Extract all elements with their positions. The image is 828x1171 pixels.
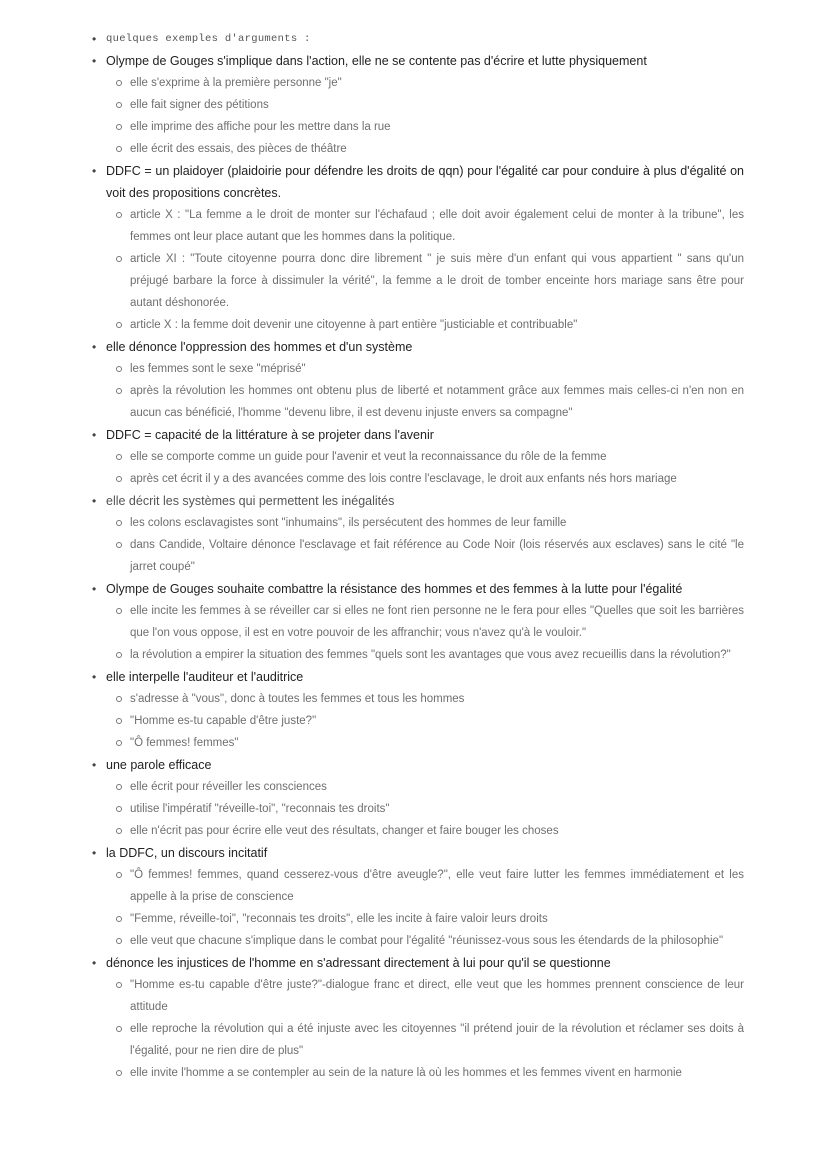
list-item-text: Olympe de Gouges souhaite combattre la résistance des hommes et des femmes à la lutte pour l'égalité <box>106 582 683 596</box>
list-item <box>92 952 744 1084</box>
sub-list <box>106 600 744 666</box>
sub-list-item <box>106 820 744 842</box>
circle-bullet-icon <box>116 102 122 108</box>
sub-list <box>106 864 744 952</box>
list-item <box>92 50 744 160</box>
sub-list-item-text: article X : la femme doit devenir une citoyenne à part entière "justiciable et contribuable" <box>130 319 578 331</box>
sub-list <box>106 204 744 336</box>
bullet-icon: • <box>92 846 97 860</box>
sub-list-item <box>106 1018 744 1062</box>
list-item <box>92 842 744 952</box>
sub-list-item <box>106 534 744 578</box>
circle-bullet-icon <box>116 1070 122 1076</box>
sub-list-item-text: elle se comporte comme un guide pour l'avenir et veut la reconnaissance du rôle de la femme <box>130 451 607 463</box>
circle-bullet-icon <box>116 608 122 614</box>
sub-list <box>106 974 744 1084</box>
sub-list-item-text: "Homme es-tu capable d'être juste?"-dialogue franc et direct, elle veut que les hommes prennent conscience de leur attitude <box>130 979 744 1013</box>
sub-list-item <box>106 688 744 710</box>
list-item-text: une parole efficace <box>106 758 212 772</box>
list-item-text: elle dénonce l'oppression des hommes et d'un système <box>106 340 413 354</box>
circle-bullet-icon <box>116 696 122 702</box>
list-item-text: dénonce les injustices de l'homme en s'adressant directement à lui pour qu'il se questionne <box>106 956 611 970</box>
sub-list-item <box>106 512 744 534</box>
circle-bullet-icon <box>116 80 122 86</box>
bullet-icon: • <box>92 758 97 772</box>
bullet-icon: • <box>92 582 97 596</box>
sub-list <box>106 358 744 424</box>
sub-list-item <box>106 710 744 732</box>
sub-list <box>106 512 744 578</box>
circle-bullet-icon <box>116 256 122 262</box>
sub-list-item-text: la révolution a empirer la situation des femmes "quels sont les avantages que vous avez recueillis dans la révolution?" <box>130 649 731 661</box>
circle-bullet-icon <box>116 806 122 812</box>
sub-list-item <box>106 138 744 160</box>
sub-list-item <box>106 776 744 798</box>
sub-list-item <box>106 1062 744 1084</box>
sub-list <box>106 776 744 842</box>
sub-list-item-text: "Ô femmes! femmes" <box>130 737 239 749</box>
sub-list-item-text: s'adresse à "vous", donc à toutes les femmes et tous les hommes <box>130 693 465 705</box>
sub-list-item-text: "Ô femmes! femmes, quand cesserez-vous d'être aveugle?", elle veut faire lutter les femmes immédiatement et les appelle à la prise de conscience <box>130 869 744 903</box>
circle-bullet-icon <box>116 718 122 724</box>
sub-list-item-text: dans Candide, Voltaire dénonce l'esclavage et fait référence au Code Noir (lois réservés aux esclaves) sans le cité "le jarret coupé" <box>130 539 744 573</box>
sub-list-item-text: elle s'exprime à la première personne "je" <box>130 77 342 89</box>
sub-list-item-text: elle écrit des essais, des pièces de théâtre <box>130 143 347 155</box>
sub-list-item-text: elle n'écrit pas pour écrire elle veut des résultats, changer et faire bouger les choses <box>130 825 559 837</box>
circle-bullet-icon <box>116 476 122 482</box>
circle-bullet-icon <box>116 366 122 372</box>
sub-list-item-text: après la révolution les hommes ont obtenu plus de liberté et notamment grâce aux femmes mais celles-ci n'en non en aucun cas bénéficié, l'homme "devenu libre, il est devenu injuste envers sa compagne" <box>130 385 744 419</box>
sub-list-item-text: article X : "La femme a le droit de monter sur l'échafaud ; elle doit avoir également celui de monter à la tribune", les femmes ont leur place autant que les hommes dans la politique. <box>130 209 744 243</box>
sub-list-item-text: elle incite les femmes à se réveiller car si elles ne font rien personne ne le fera pour elles "Quelles que soit les barrières que l'on vous oppose, il est en votre pouvoir de les affranchir; vous n'avez qu'à le vouloir." <box>130 605 744 639</box>
list-item <box>92 578 744 666</box>
sub-list-item-text: "Homme es-tu capable d'être juste?" <box>130 715 317 727</box>
sub-list-item-text: les femmes sont le sexe "méprisé" <box>130 363 306 375</box>
bullet-icon: • <box>92 956 97 970</box>
sub-list-item <box>106 314 744 336</box>
bullet-icon: • <box>92 340 97 354</box>
list-item-text: DDFC = un plaidoyer (plaidoirie pour défendre les droits de qqn) pour l'égalité car pour conduire à plus d'égalité on voit des propositions concrètes. <box>106 164 744 200</box>
circle-bullet-icon <box>116 784 122 790</box>
bullet-icon: • <box>92 494 97 508</box>
circle-bullet-icon <box>116 388 122 394</box>
sub-list-item-text: elle écrit pour réveiller les consciences <box>130 781 327 793</box>
sub-list <box>106 72 744 160</box>
bullet-icon: • <box>92 670 97 684</box>
sub-list-item-text: elle imprime des affiche pour les mettre dans la rue <box>130 121 391 133</box>
sub-list-item-text: utilise l'impératif "réveille-toi", "reconnais tes droits" <box>130 803 390 815</box>
sub-list-item <box>106 732 744 754</box>
sub-list-item <box>106 204 744 248</box>
bullet-icon: • <box>92 32 97 46</box>
circle-bullet-icon <box>116 146 122 152</box>
list-item <box>92 28 744 50</box>
list-item <box>92 336 744 424</box>
circle-bullet-icon <box>116 652 122 658</box>
circle-bullet-icon <box>116 938 122 944</box>
sub-list-item <box>106 930 744 952</box>
sub-list-item <box>106 468 744 490</box>
sub-list-item <box>106 94 744 116</box>
sub-list-item <box>106 446 744 468</box>
circle-bullet-icon <box>116 872 122 878</box>
sub-list-item-text: elle invite l'homme a se contempler au sein de la nature là où les hommes et les femmes vivent en harmonie <box>130 1067 682 1079</box>
sub-list-item <box>106 248 744 314</box>
sub-list-item <box>106 798 744 820</box>
circle-bullet-icon <box>116 212 122 218</box>
list-item <box>92 490 744 578</box>
circle-bullet-icon <box>116 542 122 548</box>
sub-list-item <box>106 644 744 666</box>
sub-list-item-text: article XI : "Toute citoyenne pourra donc dire librement " je suis mère d'un enfant qui vous appartient " sans qu'un préjugé barbare la force à dissimuler la vérité", la femme a le droit de tomber enceinte hors mariage sans être pour autant déshonorée. <box>130 253 744 309</box>
list-item <box>92 424 744 490</box>
circle-bullet-icon <box>116 124 122 130</box>
list-item-text: Olympe de Gouges s'implique dans l'action, elle ne se contente pas d'écrire et lutte physiquement <box>106 54 647 68</box>
list-item-text: DDFC = capacité de la littérature à se projeter dans l'avenir <box>106 428 434 442</box>
bullet-icon: • <box>92 54 97 68</box>
list-item-text: elle décrit les systèmes qui permettent les inégalités <box>106 494 395 508</box>
sub-list-item <box>106 600 744 644</box>
sub-list <box>106 446 744 490</box>
circle-bullet-icon <box>116 982 122 988</box>
sub-list <box>106 688 744 754</box>
sub-list-item-text: après cet écrit il y a des avancées comme des lois contre l'esclavage, le droit aux enfants nés hors mariage <box>130 473 677 485</box>
bullet-icon: • <box>92 428 97 442</box>
list-item <box>92 160 744 336</box>
sub-list-item-text: elle reproche la révolution qui a été injuste avec les citoyennes "il prétend jouir de la révolution et réclamer ses doits à l'égalité, pour ne rien dire de plus" <box>130 1023 744 1057</box>
sub-list-item <box>106 908 744 930</box>
sub-list-item <box>106 380 744 424</box>
sub-list-item <box>106 974 744 1018</box>
notes-list <box>92 28 744 1084</box>
list-item-text: la DDFC, un discours incitatif <box>106 846 268 860</box>
circle-bullet-icon <box>116 740 122 746</box>
circle-bullet-icon <box>116 828 122 834</box>
circle-bullet-icon <box>116 520 122 526</box>
sub-list-item <box>106 116 744 138</box>
sub-list-item-text: les colons esclavagistes sont "inhumains", ils persécutent des hommes de leur famille <box>130 517 567 529</box>
list-item <box>92 754 744 842</box>
sub-list-item-text: "Femme, réveille-toi", "reconnais tes droits", elle les incite à faire valoir leurs droits <box>130 913 548 925</box>
sub-list-item <box>106 72 744 94</box>
circle-bullet-icon <box>116 916 122 922</box>
bullet-icon: • <box>92 164 97 178</box>
circle-bullet-icon <box>116 454 122 460</box>
sub-list-item-text: elle veut que chacune s'implique dans le combat pour l'égalité "réunissez-vous sous les étendards de la philosophie" <box>130 935 724 947</box>
circle-bullet-icon <box>116 322 122 328</box>
sub-list-item <box>106 358 744 380</box>
list-item <box>92 666 744 754</box>
circle-bullet-icon <box>116 1026 122 1032</box>
list-item-text: quelques exemples d'arguments : <box>106 33 311 45</box>
sub-list-item-text: elle fait signer des pétitions <box>130 99 269 111</box>
list-item-text: elle interpelle l'auditeur et l'auditrice <box>106 670 304 684</box>
sub-list-item <box>106 864 744 908</box>
